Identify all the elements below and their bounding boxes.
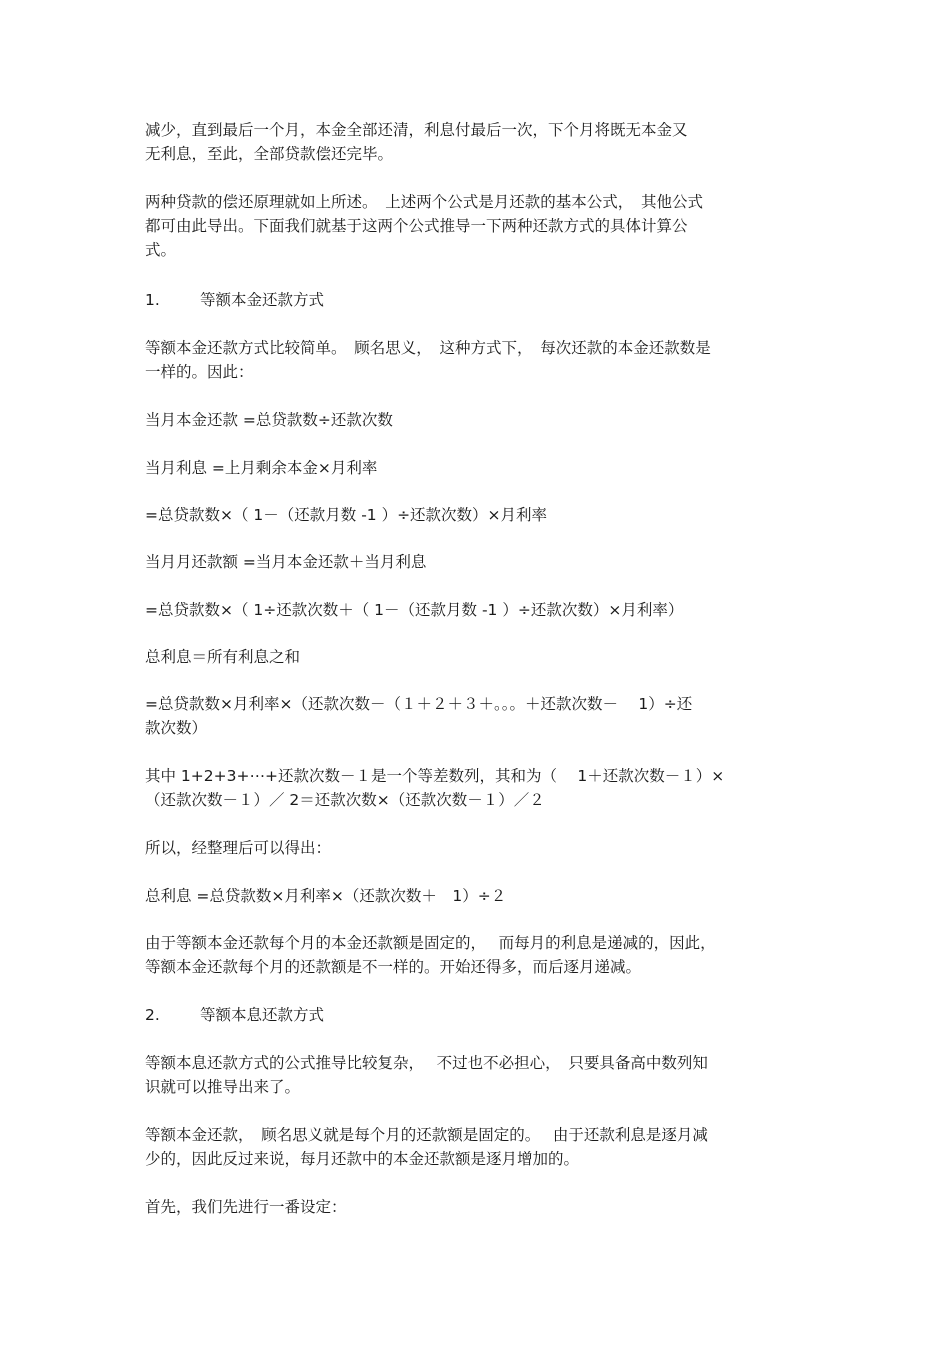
paragraph <box>145 1195 810 1219</box>
text-line: 两种贷款的偿还原理就如上所述。 上述两个公式是月还款的基本公式， 其他公式 <box>145 193 704 211</box>
text-line: 减少，直到最后一个月，本金全部还清，利息付最后一次，下个月将既无本金又 <box>145 121 688 139</box>
text-line: 无利息，至此，全部贷款偿还完毕。 <box>145 145 394 163</box>
text-line: =总贷款数×（ 1÷还款次数＋（ 1－（还款月数 -1 ）÷还款次数）×月利率） <box>145 601 684 619</box>
section-heading <box>145 288 324 312</box>
formula-line <box>145 598 810 622</box>
text-line: 都可由此导出。下面我们就基于这两个公式推导一下两种还款方式的具体计算公 <box>145 217 688 235</box>
section-heading <box>145 1003 324 1027</box>
text-line: 当月本金还款 =总贷款数÷还款次数 <box>145 411 393 429</box>
text-line: 其中 1+2+3+⋯+还款次数－１是一个等差数列，其和为（ 1＋还款次数－１）× <box>145 767 725 785</box>
section-number: 2. <box>145 1006 160 1024</box>
text-line: 式。 <box>145 241 177 259</box>
text-line: 所以，经整理后可以得出： <box>145 839 332 857</box>
paragraph <box>145 190 810 262</box>
text-line: 当月月还款额 =当月本金还款＋当月利息 <box>145 553 427 571</box>
text-line: 一样的。因此： <box>145 363 254 381</box>
paragraph <box>145 1051 810 1099</box>
text-line: 等额本金还款每个月的还款额是不一样的。开始还得多，而后逐月递减。 <box>145 958 642 976</box>
formula-line <box>145 884 810 908</box>
text-line: 等额本金还款， 顾名思义就是每个月的还款额是固定的。 由于还款利息是逐月减 <box>145 1126 708 1144</box>
section-title: 等额本金还款方式 <box>200 291 325 309</box>
paragraph <box>145 931 810 979</box>
text-line: 识就可以推导出来了。 <box>145 1078 301 1096</box>
section-title: 等额本息还款方式 <box>200 1006 325 1024</box>
paragraph <box>145 836 810 860</box>
text-line: =总贷款数×（ 1－（还款月数 -1 ）÷还款次数）×月利率 <box>145 506 548 524</box>
paragraph <box>145 118 810 166</box>
text-line: 当月利息 =上月剩余本金×月利率 <box>145 459 378 477</box>
section-number: 1. <box>145 291 160 309</box>
text-line: 款次数） <box>145 719 208 737</box>
paragraph <box>145 692 810 740</box>
text-line: （还款次数－１）／ 2＝还款次数×（还款次数－１）／２ <box>145 791 545 809</box>
formula-line <box>145 408 810 432</box>
text-line: 等额本息还款方式的公式推导比较复杂， 不过也不必担心， 只要具备高中数列知 <box>145 1054 708 1072</box>
text-line: 由于等额本金还款每个月的本金还款额是固定的， 而每月的利息是递减的，因此， <box>145 934 716 952</box>
text-line: 总利息 =总贷款数×月利率×（还款次数＋ 1）÷２ <box>145 887 507 905</box>
formula-line <box>145 456 810 480</box>
formula-line <box>145 503 810 527</box>
text-line: =总贷款数×月利率×（还款次数－（１＋２＋３＋。。。＋还款次数－ 1）÷还 <box>145 695 693 713</box>
paragraph <box>145 1123 810 1171</box>
formula-line <box>145 550 810 574</box>
paragraph <box>145 764 810 812</box>
text-line: 总利息＝所有利息之和 <box>145 648 301 666</box>
paragraph <box>145 336 810 384</box>
text-line: 少的，因此反过来说，每月还款中的本金还款额是逐月增加的。 <box>145 1150 580 1168</box>
text-line: 首先，我们先进行一番设定： <box>145 1198 347 1216</box>
text-line: 等额本金还款方式比较简单。 顾名思义， 这种方式下， 每次还款的本金还款数是 <box>145 339 711 357</box>
formula-line <box>145 645 810 669</box>
